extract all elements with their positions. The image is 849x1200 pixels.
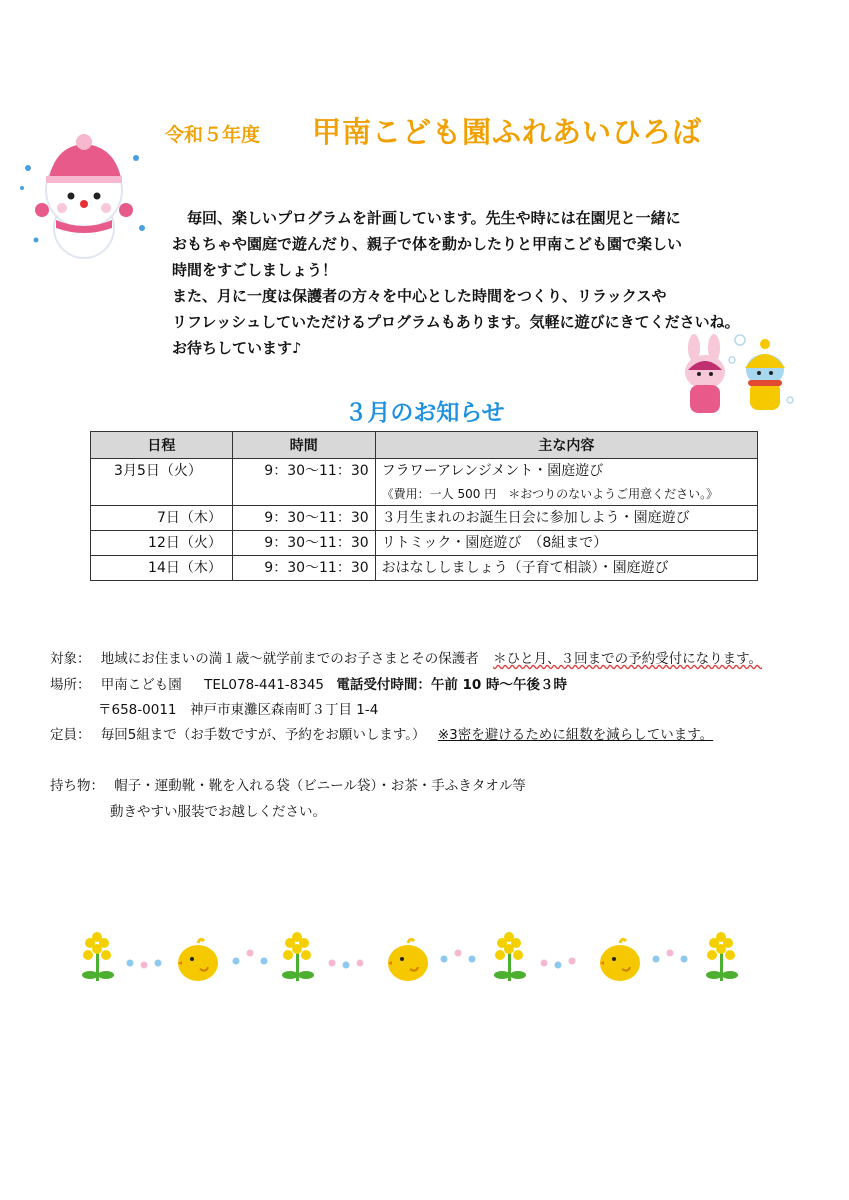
column-header-time: 時間 xyxy=(232,432,375,459)
table-row xyxy=(91,506,758,531)
place-name: 甲南こども園 xyxy=(100,677,182,693)
row-content xyxy=(375,459,757,506)
table-row xyxy=(91,556,758,581)
table-row xyxy=(91,459,758,506)
intro-line: お待ちしています♪ xyxy=(172,339,302,357)
intro-line: 時間をすごしましょう！ xyxy=(172,261,338,279)
page-title: 甲南こども園ふれあいひろば xyxy=(312,115,703,149)
intro-line: おもちゃや園庭で遊んだり、親子で体を動かしたりと甲南こども園で楽しい xyxy=(172,235,683,253)
info-capacity xyxy=(50,723,713,743)
target-text: 地域にお住まいの満１歳～就学前までのお子さまとその保護者 xyxy=(100,651,479,667)
row-content: リトミック・園庭遊び （8組まで） xyxy=(375,531,757,556)
table-header-row xyxy=(91,432,758,459)
target-note: ＊ひと月、３回までの予約受付になります。 xyxy=(493,651,763,667)
row-time: 9：30～11：30 xyxy=(232,556,375,581)
row-date: 12日（火） xyxy=(91,531,233,556)
fiscal-year-label: 令和５年度 xyxy=(165,124,261,146)
intro-line: 毎回、楽しいプログラムを計画しています。先生や時には在園児と一緒に xyxy=(172,209,681,227)
row-date: 3月5日（火） xyxy=(91,459,233,506)
row-content-text: フラワーアレンジメント・園庭遊び xyxy=(381,463,604,479)
flower-chick-border xyxy=(70,925,760,985)
row-date: 7日（木） xyxy=(91,506,233,531)
row-time: 9：30～11：30 xyxy=(232,531,375,556)
phone-hours: 電話受付時間：午前 10 時～午後３時 xyxy=(336,677,568,693)
row-content: ３月生まれのお誕生日会に参加しよう・園庭遊び xyxy=(375,506,757,531)
table-row xyxy=(91,531,758,556)
row-date: 14日（木） xyxy=(91,556,233,581)
clothing-text: 動きやすい服装でお越しください。 xyxy=(110,804,326,820)
intro-paragraph xyxy=(172,205,752,361)
capacity-text: 毎回5組まで（お手数ですが、予約をお願いします。） xyxy=(100,727,426,743)
place-tel: TEL078-441-8345 xyxy=(204,677,325,693)
schedule-table xyxy=(90,431,758,581)
capacity-label: 定員： xyxy=(50,727,91,743)
capacity-note: ※3密を避けるために組数を減らしています。 xyxy=(437,727,714,743)
column-header-date: 日程 xyxy=(91,432,233,459)
row-content: おはなししましょう（子育て相談）・園庭遊び xyxy=(375,556,757,581)
info-place xyxy=(50,673,567,693)
intro-line: リフレッシュしていただけるプログラムもあります。気軽に遊びにきてくださいね。 xyxy=(172,313,740,331)
notice-title: ３月のお知らせ xyxy=(344,400,505,426)
info-target xyxy=(50,647,762,667)
row-time: 9：30～11：30 xyxy=(232,506,375,531)
column-header-content: 主な内容 xyxy=(375,432,757,459)
row-content-note: 《費用：一人 500 円 ＊おつりのないようご用意ください。》 xyxy=(381,487,719,501)
target-label: 対象： xyxy=(50,651,91,667)
snowman-illustration xyxy=(16,128,151,263)
info-items xyxy=(50,774,526,794)
items-text: 帽子・運動靴・靴を入れる袋（ビニール袋）・お茶・手ふきタオル等 xyxy=(114,778,526,794)
place-label: 場所： xyxy=(50,677,91,693)
row-time: 9：30～11：30 xyxy=(232,459,375,506)
intro-line: また、月に一度は保護者の方々を中心とした時間をつくり、リラックスや xyxy=(172,287,667,305)
items-label: 持ち物： xyxy=(50,778,104,794)
place-address: 〒658-0011 神戸市東灘区森南町３丁目 1-4 xyxy=(98,702,379,718)
